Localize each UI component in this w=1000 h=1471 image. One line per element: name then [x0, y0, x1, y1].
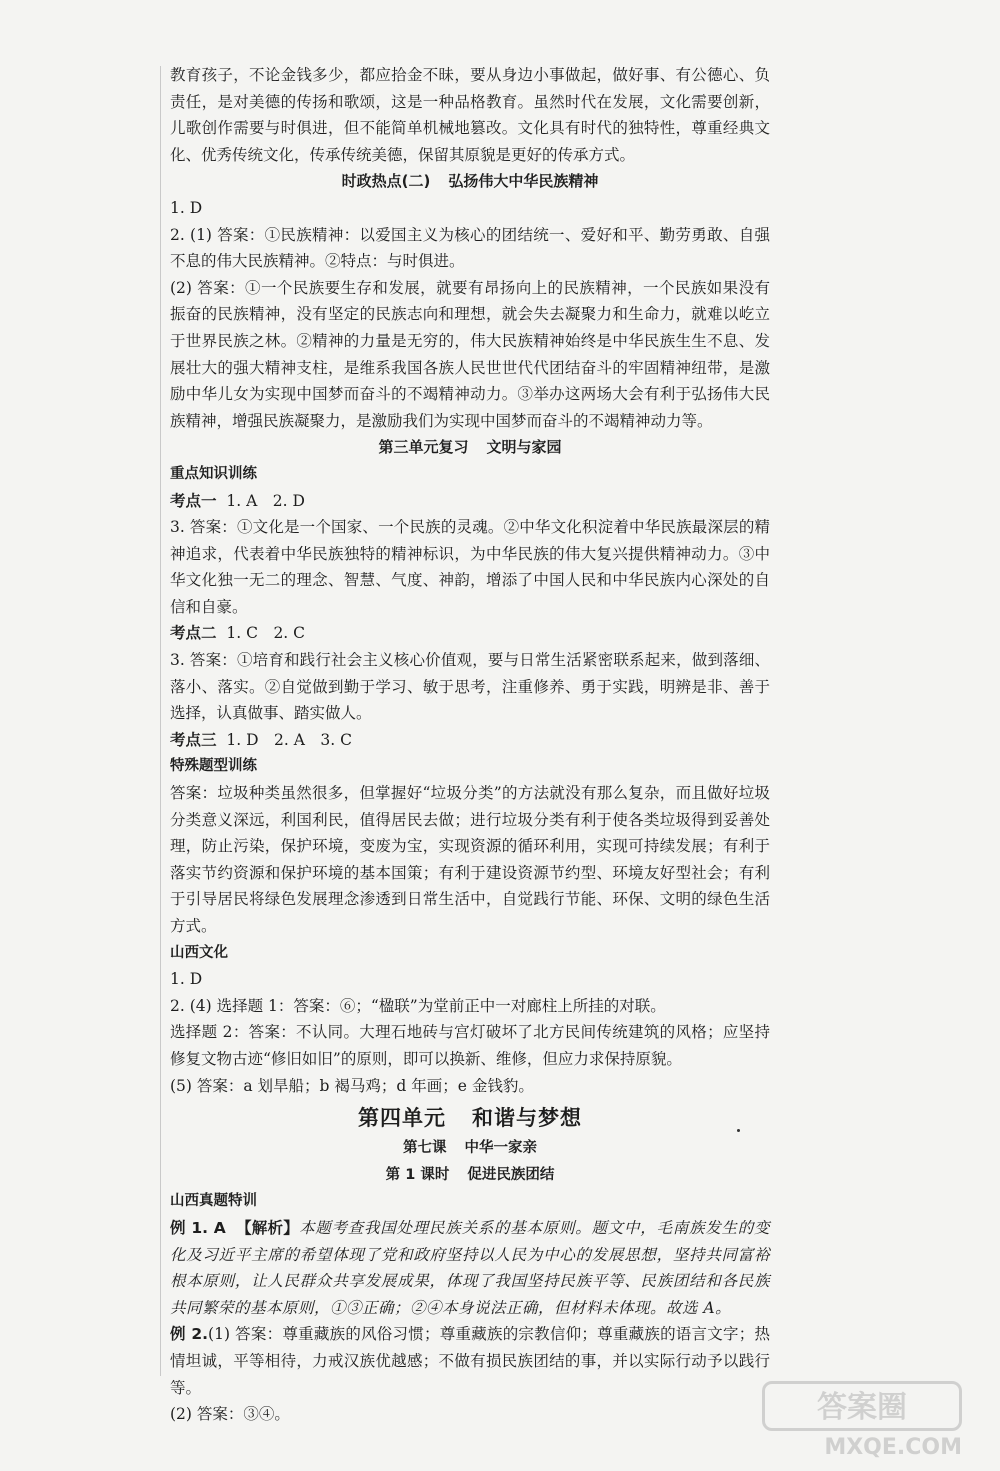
period-title: [170, 1162, 770, 1189]
unit3-title-left: 第三单元复习: [378, 438, 469, 457]
watermark-logo-text: 答案圈: [762, 1381, 962, 1431]
sc-answer-2: 2. (4) 选择题 1：答案：⑥；“楹联”为堂前正中一对廊柱上所挂的对联。: [170, 996, 666, 1015]
kd2-q3: 3. 答案：①培育和践行社会主义核心价值观，要与日常生活紧密联系起来，做到落细、落小、落实。②自觉做到勤于学习、敏于思考，注重修养、勇于实践，明辨是非、善于选择，认真做事、踏实做人。: [170, 651, 770, 723]
period-title-left: 第 1 课时: [385, 1166, 450, 1183]
example-1-analysis-label: 【解析】: [236, 1218, 300, 1237]
watermark-url: MXQE.COM: [824, 1435, 962, 1460]
hotspot-answer-2-2: (2) 答案：①一个民族要生存和发展，就要有昂扬向上的民族精神，一个民族如果没有振奋的民族精神，没有坚定的民族志向和理想，就会失去凝聚力和生命力，就难以屹立于世界民族之林。②精神的力量是无穷的，伟大民族精神始终是中华民族生生不息、发展壮大的强大精神支柱，是维系我国各族人民世世代代团结奋斗的牢固精神纽带，是激励中华儿女为实现中国梦而奋斗的不竭精神动力。③举办这两场大会有利于弘扬伟大民族精神，增强民族凝聚力，是激励我们为实现中国梦而奋斗的不竭精神动力等。: [170, 278, 770, 430]
example-1: [170, 1215, 770, 1321]
lesson-title-right: 中华一家亲: [464, 1140, 537, 1157]
unit4-title-left: 第四单元: [358, 1106, 446, 1131]
answer-page: [170, 62, 770, 1428]
lesson-title: [170, 1135, 770, 1162]
sc-answer-3: 选择题 2：答案：不认同。大理石地砖与宫灯破坏了北方民间传统建筑的风格；应坚持修复文物古迹“修旧如旧”的原则，即可以换新、维修，但应力求保持原貌。: [170, 1023, 770, 1068]
hotspot-answer-1: 1. D: [170, 198, 203, 217]
kd3-label: 考点三: [170, 730, 217, 749]
kd3-line: [170, 727, 770, 754]
special-training-heading: 特殊题型训练: [170, 758, 257, 775]
site-watermark: [762, 1381, 962, 1463]
hotspot-answer-2-1: 2. (1) 答案：①民族精神：以爱国主义为核心的团结统一、爱好和平、勤劳勇敢、自强不息的伟大民族精神。②特点：与时俱进。: [170, 225, 770, 271]
left-margin-rule: [160, 66, 161, 1376]
example-1-label: 例 1. A: [170, 1218, 226, 1237]
kd2-line: [170, 620, 770, 647]
hotspot-title-right: 弘扬伟大中华民族精神: [448, 172, 599, 191]
kd1-line: [170, 488, 770, 515]
top-paragraph: 教育孩子，不论金钱多少，都应拾金不昧，要从身边小事做起，做好事、有公德心、负责任，是对美德的传扬和歌颂，这是一种品格教育。虽然时代在发展，文化需要创新，儿歌创作需要与时俱进，但不能简单机械地篡改。文化具有时代的独特性，尊重经典文化、优秀传统文化，传承传统美德，保留其原貌是更好的传承方式。: [170, 66, 770, 164]
kd2-label: 考点二: [170, 624, 217, 643]
lesson-title-left: 第七课: [403, 1140, 447, 1157]
key-training-heading: 重点知识训练: [170, 465, 257, 482]
hotspot-title-left: 时政热点(二): [341, 172, 431, 191]
unit3-review-title: [170, 434, 770, 461]
example-2-label: 例 2.: [170, 1325, 209, 1344]
unit4-title-right: 和谐与梦想: [472, 1106, 582, 1131]
kd1-q3: 3. 答案：①文化是一个国家、一个民族的灵魂。②中华文化积淀着中华民族最深层的精神追求，代表着中华民族独特的精神标识，为中华民族的伟大复兴提供精神动力。③中华文化独一无二的理念、智慧、气度、神韵，增添了中国人民和中华民族内心深处的自信和自豪。: [170, 518, 770, 616]
kd2-answers: 1. C 2. C: [226, 624, 306, 643]
unit4-title: [170, 1101, 770, 1135]
example-2-text: (1) 答案：尊重藏族的风俗习惯；尊重藏族的宗教信仰；尊重藏族的语言文字；热情坦诚，平等相待，力戒汉族优越感；不做有损民族团结的事，并以实际行动予以践行等。: [170, 1325, 770, 1397]
example-2-part2: (2) 答案：③④。: [170, 1405, 290, 1424]
special-answer: 答案：垃圾种类虽然很多，但掌握好“垃圾分类”的方法就没有那么复杂，而且做好垃圾分类意义深远，利国利民，值得居民去做；进行垃圾分类有利于使各类垃圾得到妥善处理，防止污染，保护环境，变废为宝，实现资源的循环利用，实现可持续发展；有利于落实节约资源和保护环境的基本国策；有利于建设资源节约型、环境友好型社会；有利于引导居民将绿色发展理念渗透到日常生活中，自觉践行节能、环保、文明的绿色生活方式。: [170, 784, 770, 935]
sc-answer-1: 1. D: [170, 970, 203, 989]
kd3-answers: 1. D 2. A 3. C: [226, 730, 353, 749]
example-2: [170, 1321, 770, 1401]
real-exam-heading: 山西真题特训: [170, 1193, 257, 1210]
sc-answer-4: (5) 答案：a 划旱船；b 褐马鸡；d 年画；e 金钱豹。: [170, 1076, 534, 1095]
example-1-text: 本题考查我国处理民族关系的基本原则。题文中，毛南族发生的变化及习近平主席的希望体现了党和政府坚持以人民为中心的发展思想，坚持共同富裕根本原则，让人民群众共享发展成果，体现了我国坚持民族平等、民族团结和各民族共同繁荣的基本原则，①③正确；②④本身说法正确，但材料未体现。故选 A。: [170, 1218, 770, 1317]
kd1-label: 考点一: [170, 491, 217, 510]
period-title-right: 促进民族团结: [467, 1166, 555, 1183]
shanxi-culture-heading: 山西文化: [170, 944, 228, 961]
unit3-title-right: 文明与家园: [486, 438, 562, 457]
hotspot-section-title: [170, 168, 770, 195]
kd1-answers: 1. A 2. D: [226, 491, 305, 510]
